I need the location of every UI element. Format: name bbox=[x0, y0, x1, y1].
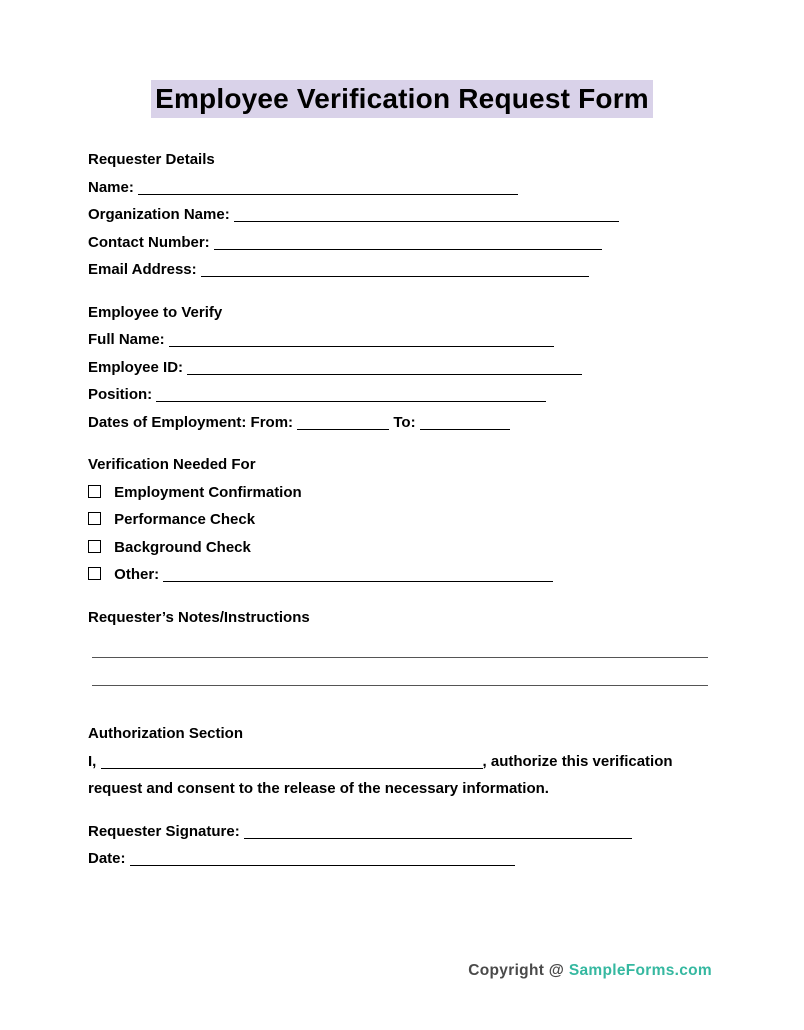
organization-label: Organization Name: bbox=[88, 206, 230, 223]
authorization-statement-line-1 bbox=[88, 748, 712, 776]
name-input-line[interactable] bbox=[138, 180, 518, 195]
organization-row bbox=[88, 201, 712, 229]
employee-to-verify-heading: Employee to Verify bbox=[88, 303, 223, 321]
contact-input-line[interactable] bbox=[214, 235, 602, 250]
full-name-row bbox=[88, 326, 712, 354]
option-row-background-check bbox=[88, 534, 712, 562]
to-label: To: bbox=[393, 413, 416, 431]
employee-id-label: Employee ID: bbox=[88, 358, 184, 376]
position-label: Position: bbox=[88, 386, 153, 403]
performance-check-label: Performance Check bbox=[114, 511, 256, 528]
employment-confirmation-checkbox[interactable] bbox=[88, 485, 101, 498]
employee-id-row bbox=[88, 354, 712, 382]
page-title: Employee Verification Request Form bbox=[151, 80, 653, 118]
email-row bbox=[88, 256, 712, 284]
copyright-text: Copyright @ bbox=[468, 962, 565, 979]
full-name-label: Full Name: bbox=[88, 331, 165, 348]
performance-check-checkbox[interactable] bbox=[88, 512, 101, 525]
contact-row bbox=[88, 229, 712, 257]
background-check-checkbox[interactable] bbox=[88, 540, 101, 553]
date-input-line[interactable] bbox=[130, 851, 515, 866]
full-name-input-line[interactable] bbox=[169, 332, 554, 347]
email-input-line[interactable] bbox=[201, 262, 589, 277]
from-input-line[interactable] bbox=[297, 415, 389, 430]
date-label: Date: bbox=[88, 850, 126, 867]
dates-row bbox=[88, 409, 712, 437]
to-input-line[interactable] bbox=[420, 415, 510, 430]
verification-needed-heading: Verification Needed For bbox=[88, 456, 256, 473]
title-wrap bbox=[0, 0, 804, 118]
email-label: Email Address: bbox=[88, 261, 197, 278]
position-row bbox=[88, 381, 712, 409]
other-label: Other: bbox=[114, 566, 160, 583]
date-row bbox=[88, 845, 712, 873]
position-input-line[interactable] bbox=[156, 387, 546, 402]
signature-row bbox=[88, 818, 712, 846]
sampleforms-link[interactable]: SampleForms.com bbox=[568, 962, 712, 979]
organization-input-line[interactable] bbox=[234, 207, 619, 222]
signature-input-line[interactable] bbox=[244, 824, 632, 839]
option-row-performance-check bbox=[88, 506, 712, 534]
signature-label: Requester Signature: bbox=[88, 822, 240, 840]
dates-label: Dates of Employment: bbox=[88, 413, 247, 431]
employee-id-input-line[interactable] bbox=[187, 360, 582, 375]
authorization-statement-line-2: request and consent to the release of the necessary information. bbox=[88, 780, 549, 797]
notes-input-line-2[interactable] bbox=[92, 685, 708, 686]
background-check-label: Background Check bbox=[114, 538, 251, 556]
footer bbox=[468, 957, 712, 985]
requester-details-heading: Requester Details bbox=[88, 151, 215, 168]
authorization-name-input-line[interactable] bbox=[101, 754, 483, 769]
notes-input-line-1[interactable] bbox=[92, 657, 708, 658]
name-row bbox=[88, 174, 712, 202]
form-content bbox=[0, 146, 804, 873]
authorization-i-label: I, bbox=[88, 752, 97, 770]
other-input-line[interactable] bbox=[163, 567, 553, 582]
contact-label: Contact Number: bbox=[88, 233, 210, 251]
notes-heading: Requester’s Notes/Instructions bbox=[88, 608, 310, 626]
employment-confirmation-label: Employment Confirmation bbox=[114, 483, 302, 501]
authorization-heading: Authorization Section bbox=[88, 725, 243, 742]
authorization-after-blank-text: , authorize this verification bbox=[482, 752, 673, 770]
option-row-employment-confirmation bbox=[88, 479, 712, 507]
option-row-other bbox=[88, 561, 712, 589]
from-label: From: bbox=[250, 413, 294, 431]
other-checkbox[interactable] bbox=[88, 567, 101, 580]
name-label: Name: bbox=[88, 178, 134, 196]
